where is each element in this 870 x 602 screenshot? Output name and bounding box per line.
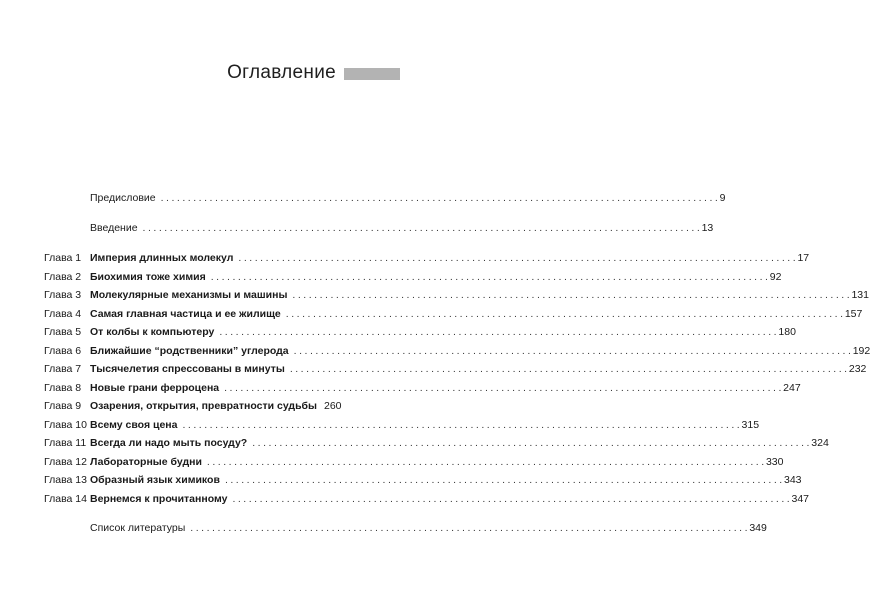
toc-header xyxy=(0,61,400,87)
chapter-label: Глава 3 xyxy=(44,289,82,301)
chapter-label: Глава 7 xyxy=(44,363,82,375)
entry xyxy=(90,417,760,433)
toc-entry-introduction xyxy=(0,220,714,236)
entry xyxy=(90,250,810,266)
entry-title: Введение xyxy=(90,222,138,234)
chapter-title: Всегда ли надо мыть посуду? xyxy=(90,437,248,449)
chapter-title: Новые грани ферроцена xyxy=(90,381,220,394)
page-number: 180 xyxy=(778,326,796,338)
entry xyxy=(90,324,796,340)
chapter-label: Глава 10 xyxy=(44,418,87,431)
page-number: 260 xyxy=(324,400,342,412)
entry xyxy=(90,520,767,536)
dot-leader xyxy=(224,380,781,396)
page-number: 192 xyxy=(852,344,870,357)
toc-entry-chapter xyxy=(0,472,802,488)
toc-entry-chapter xyxy=(0,491,810,507)
dot-leader xyxy=(286,306,843,322)
page-number: 347 xyxy=(791,492,810,505)
page-number: 9 xyxy=(719,192,726,204)
toc-entry-chapter xyxy=(0,269,782,285)
entry xyxy=(90,472,802,488)
toc-entry-bibliography xyxy=(0,520,767,536)
page-number: 247 xyxy=(783,381,801,394)
chapter-label: Глава 9 xyxy=(44,400,82,412)
dot-leader xyxy=(294,343,851,359)
chapter-title: Тысячелетия спрессованы в минуты xyxy=(90,363,285,375)
chapter-title: Образный язык химиков xyxy=(90,474,220,486)
toc-entry-chapter xyxy=(0,454,784,470)
entry-title: Предисловие xyxy=(90,192,156,204)
entry xyxy=(90,269,782,285)
page-number: 13 xyxy=(701,222,714,234)
chapter-label: Глава 8 xyxy=(44,381,82,394)
chapter-title: Самая главная частица и ее жилище xyxy=(90,307,281,320)
entry xyxy=(90,398,342,414)
toc-entry-chapter xyxy=(0,435,829,451)
entry xyxy=(90,361,867,377)
dot-leader xyxy=(190,520,747,536)
page-number: 157 xyxy=(844,307,863,320)
dot-leader xyxy=(219,324,776,340)
page-number: 17 xyxy=(797,252,810,264)
toc-entry-chapter xyxy=(0,343,870,359)
chapter-label: Глава 6 xyxy=(44,344,82,357)
toc-entry-preface xyxy=(0,190,726,206)
chapter-label: Глава 11 xyxy=(44,437,87,449)
page-number: 92 xyxy=(769,270,782,283)
page-number: 324 xyxy=(811,437,829,449)
entry xyxy=(90,220,714,236)
toc-entry-chapter xyxy=(0,380,801,396)
entry xyxy=(90,380,801,396)
dot-leader xyxy=(207,454,764,470)
entry xyxy=(90,190,726,206)
dot-leader xyxy=(252,435,809,451)
dot-leader xyxy=(232,491,789,507)
page-number: 315 xyxy=(741,418,760,431)
page-number: 232 xyxy=(848,363,867,375)
dot-leader xyxy=(290,361,847,377)
entry-title: Список литературы xyxy=(90,522,186,534)
chapter-label: Глава 14 xyxy=(44,492,87,505)
entry xyxy=(90,306,863,322)
dot-leader xyxy=(225,472,782,488)
chapter-title: Империя длинных молекул xyxy=(90,252,234,264)
chapter-title: Биохимия тоже химия xyxy=(90,270,206,283)
chapter-label: Глава 4 xyxy=(44,307,82,320)
chapter-label: Глава 2 xyxy=(44,270,82,283)
page-number: 330 xyxy=(765,455,784,468)
dot-leader xyxy=(143,220,700,236)
chapter-title: Озарения, открытия, превратности судьбы xyxy=(90,400,317,412)
toc-entry-chapter xyxy=(0,306,863,322)
entry xyxy=(90,287,869,303)
toc-entry-chapter xyxy=(0,361,867,377)
chapter-label: Глава 12 xyxy=(44,455,87,468)
chapter-label: Глава 13 xyxy=(44,474,87,486)
page-number: 349 xyxy=(749,522,767,534)
dot-leader xyxy=(211,269,768,285)
chapter-title: Молекулярные механизмы и машины xyxy=(90,289,288,301)
page-title: Оглавление xyxy=(227,62,336,83)
toc-entry-chapter xyxy=(0,250,810,266)
chapter-title: Ближайшие “родственники” углерода xyxy=(90,344,289,357)
title-accent-bar xyxy=(344,68,400,80)
entry xyxy=(90,454,784,470)
entry xyxy=(90,491,810,507)
entry xyxy=(90,435,829,451)
page-number: 131 xyxy=(851,289,869,301)
dot-leader xyxy=(292,287,849,303)
dot-leader xyxy=(182,417,739,433)
toc-entry-chapter xyxy=(0,287,869,303)
toc-entry-chapter xyxy=(0,417,760,433)
chapter-title: Вернемся к прочитанному xyxy=(90,492,228,505)
chapter-title: От колбы к компьютеру xyxy=(90,326,215,338)
chapter-title: Всему своя цена xyxy=(90,418,178,431)
toc-entry-chapter xyxy=(0,324,796,340)
page-number: 343 xyxy=(783,474,802,486)
entry xyxy=(90,343,870,359)
toc-entry-chapter xyxy=(0,398,400,414)
chapter-title: Лабораторные будни xyxy=(90,455,202,468)
dot-leader xyxy=(238,250,795,266)
chapter-label: Глава 1 xyxy=(44,252,82,264)
chapter-label: Глава 5 xyxy=(44,326,82,338)
dot-leader xyxy=(161,190,718,206)
